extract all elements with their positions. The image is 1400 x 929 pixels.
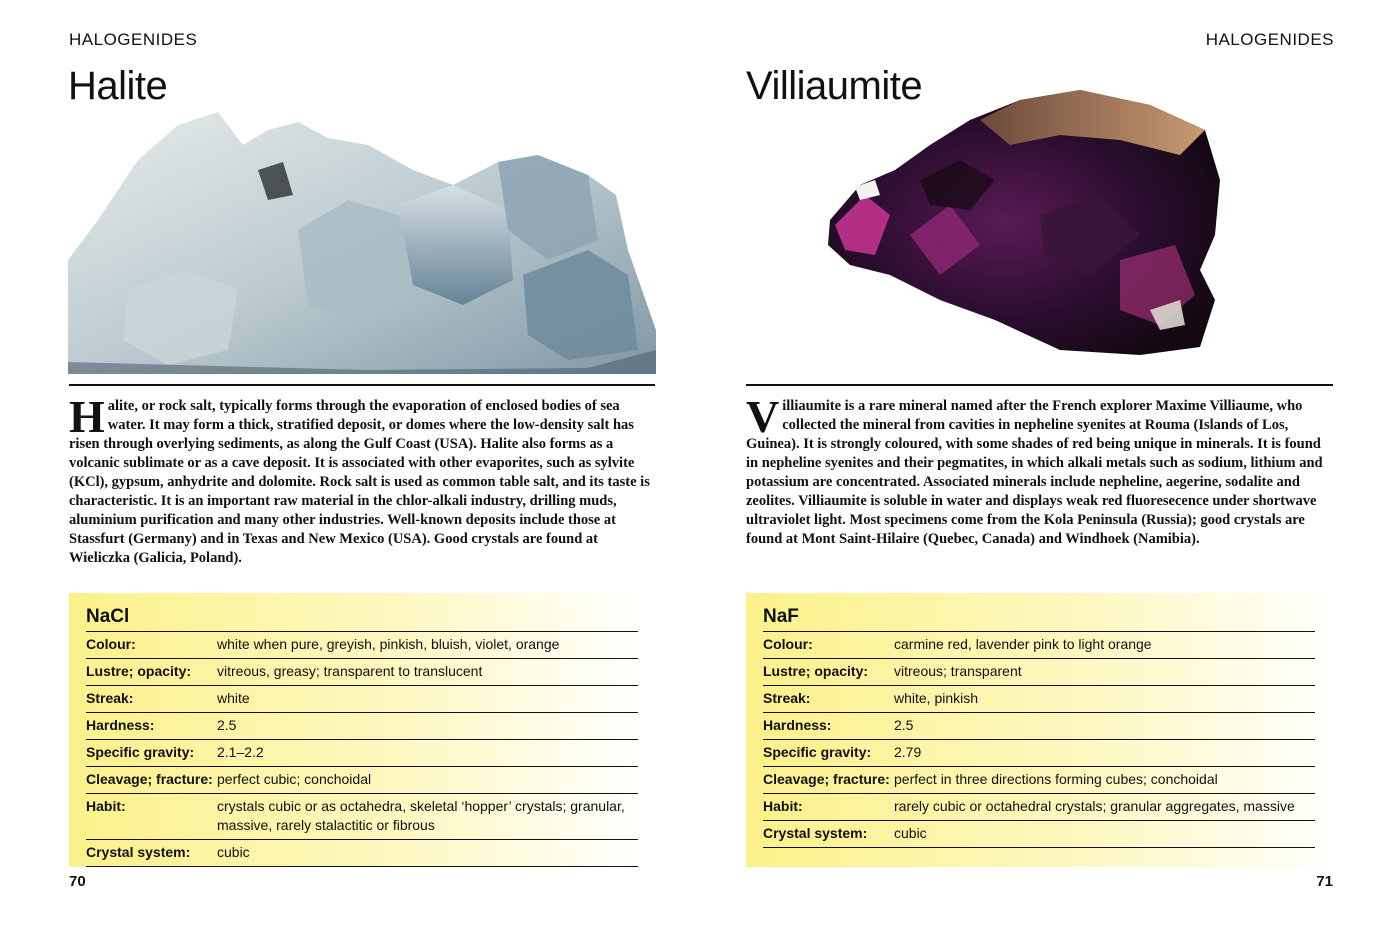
- mineral-title: Villiaumite: [746, 64, 923, 108]
- section-divider: [746, 384, 1333, 386]
- property-key: Habit:: [86, 798, 126, 814]
- property-value: white when pure, greyish, pinkish, bluish, violet, orange: [217, 636, 560, 652]
- property-key: Colour:: [763, 636, 813, 652]
- property-value: vitreous, greasy; transparent to translucent: [217, 663, 483, 679]
- chemical-formula: NaCl: [86, 606, 130, 627]
- property-row: [86, 794, 638, 840]
- property-value: cubic: [894, 825, 927, 841]
- properties-box: [746, 593, 1340, 867]
- property-row: [86, 713, 638, 740]
- property-value: white: [217, 690, 250, 706]
- property-value: carmine red, lavender pink to light orange: [894, 636, 1152, 652]
- property-key: Lustre; opacity:: [763, 663, 869, 679]
- property-row: [763, 659, 1315, 686]
- villiaumite-photo: [820, 85, 1230, 367]
- section-label: HALOGENIDES: [69, 30, 198, 49]
- property-value: 2.1–2.2: [217, 744, 264, 760]
- property-key: Lustre; opacity:: [86, 663, 192, 679]
- property-value: white, pinkish: [894, 690, 979, 706]
- property-key: Streak:: [763, 690, 811, 706]
- property-value: perfect cubic; conchoidal: [217, 771, 372, 787]
- right-page: [700, 0, 1400, 929]
- property-row: [86, 740, 638, 767]
- property-key: Hardness:: [86, 717, 155, 733]
- page-number: 71: [1316, 873, 1333, 890]
- property-value: 2.5: [217, 717, 237, 733]
- mineral-description: [69, 391, 659, 568]
- chemical-formula: NaF: [763, 606, 799, 627]
- property-row: [763, 821, 1315, 848]
- property-value: rarely cubic or octahedral crystals; granular aggregates, massive: [894, 798, 1295, 814]
- property-key: Hardness:: [763, 717, 832, 733]
- property-row: [86, 840, 638, 867]
- property-key: Streak:: [86, 690, 134, 706]
- properties-table: [86, 631, 638, 867]
- property-row: [86, 686, 638, 713]
- property-value: crystals cubic or as octahedra, skeletal ‘hopper’ crystals; granular, massive, rarely stalactitic or fibrous: [217, 798, 625, 833]
- property-row: [763, 713, 1315, 740]
- description-text: alite, or rock salt, typically forms through the evaporation of enclosed bodies of sea water. It may form a thick, stratified deposit, or domes where the low-density salt has risen through overlying sediments, as along the Gulf Coast (USA). Halite also forms as a volcanic sublimate or as a cave deposit. It is associated with other evaporites, such as sylvite (KCl), gypsum, anhydrite and dolomite. Rock salt is used as common table salt, and its taste is characteristic. It is an important raw material in the chlor-alkali industry, drilling muds, aluminium purification and many other industries. Well-known deposits include those at Stassfurt (Germany) and in Texas and New Mexico (USA). Good crystals are found at Wieliczka (Galicia, Poland).: [69, 398, 650, 566]
- property-row: [86, 767, 638, 794]
- drop-cap: V: [746, 391, 780, 442]
- property-key: Colour:: [86, 636, 136, 652]
- property-key: Crystal system:: [86, 844, 191, 860]
- mineral-title: Halite: [68, 64, 168, 108]
- mineral-description: [746, 391, 1336, 549]
- section-divider: [69, 384, 655, 386]
- property-key: Specific gravity:: [763, 744, 872, 760]
- property-row: [86, 659, 638, 686]
- property-row: [763, 794, 1315, 821]
- property-value: vitreous; transparent: [894, 663, 1022, 679]
- property-value: 2.5: [894, 717, 914, 733]
- property-key: Crystal system:: [763, 825, 868, 841]
- halite-photo: [68, 100, 656, 374]
- property-value: cubic: [217, 844, 250, 860]
- property-row: [763, 686, 1315, 713]
- property-key: Habit:: [763, 798, 803, 814]
- section-label: HALOGENIDES: [1205, 30, 1334, 49]
- property-value: perfect in three directions forming cubes; conchoidal: [894, 771, 1218, 787]
- page-number: 70: [69, 873, 86, 890]
- properties-table: [763, 631, 1315, 848]
- properties-box: [69, 593, 640, 867]
- property-row: [86, 632, 638, 659]
- property-key: Specific gravity:: [86, 744, 195, 760]
- property-row: [763, 632, 1315, 659]
- property-value: 2.79: [894, 744, 922, 760]
- property-row: [763, 767, 1315, 794]
- property-row: [763, 740, 1315, 767]
- property-key: Cleavage; fracture:: [763, 771, 890, 787]
- property-key: Cleavage; fracture:: [86, 771, 213, 787]
- description-text: illiaumite is a rare mineral named after the French explorer Maxime Villiaume, who collected the mineral from cavities in nepheline syenites at Rouma (Islands of Los, Guinea). It is strongly coloured, with some shades of red being unique in minerals. It is found in nepheline syenites and their pegmatites, in which alkali metals such as sodium, lithium and potassium are concentrated. Associated minerals include nepheline, aegerine, sodalite and zeolites. Villiaumite is soluble in water and displays weak red fluoresecence under shortwave ultraviolet light. Most specimens come from the Kola Peninsula (Russia); good crystals are found at Mont Saint-Hilaire (Quebec, Canada) and Windhoek (Namibia).: [746, 398, 1323, 547]
- drop-cap: H: [69, 391, 105, 442]
